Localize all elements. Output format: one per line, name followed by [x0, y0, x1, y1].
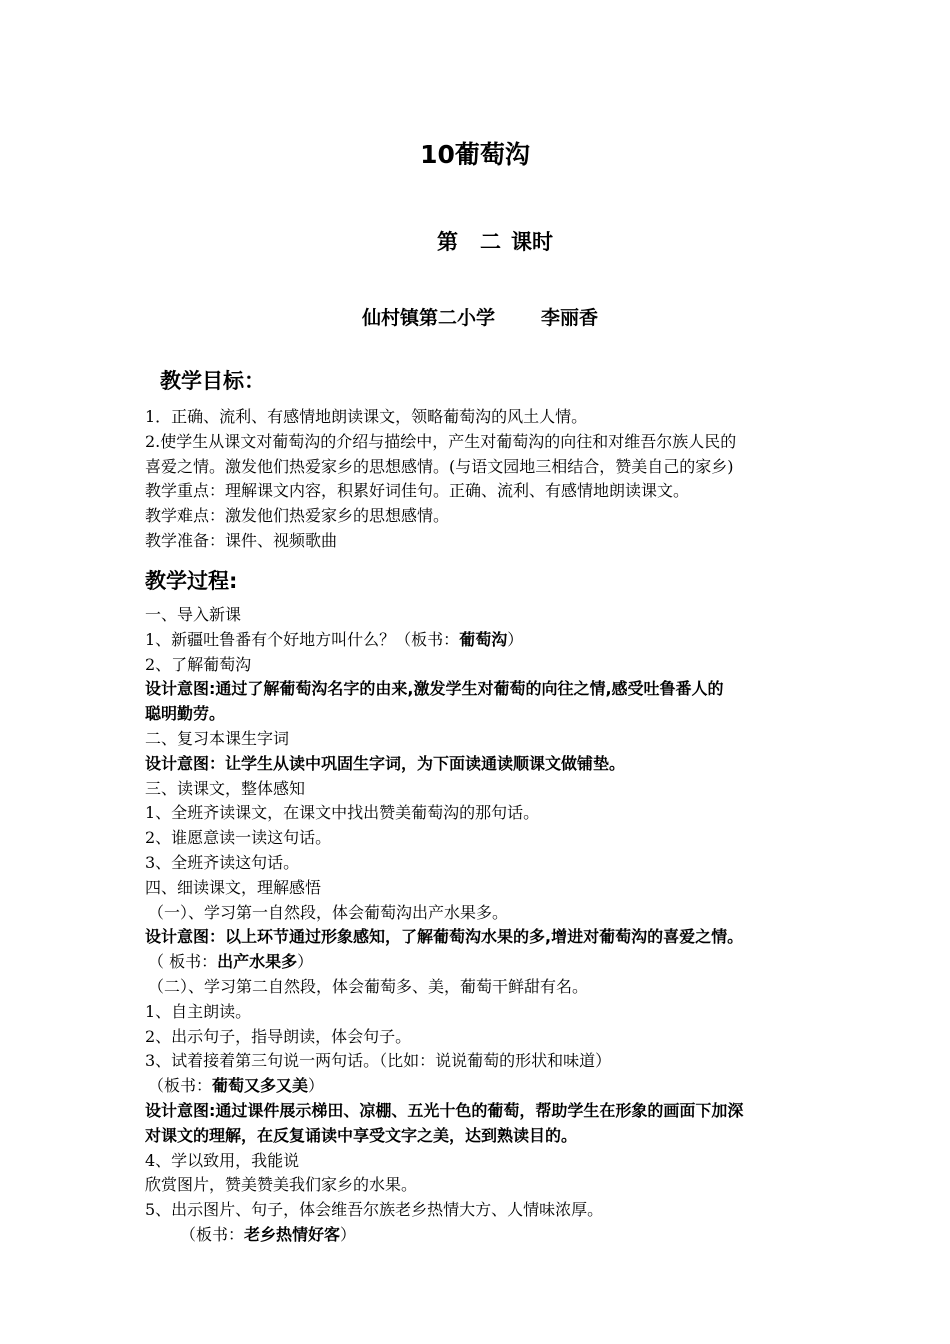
line-text: ） — [507, 629, 524, 649]
process-line: 3、全班齐读这句话。 — [145, 852, 300, 872]
process-section — [145, 603, 865, 1248]
line-text: ） — [297, 952, 314, 972]
goal-line: 教学准备：课件、视频歌曲 — [145, 530, 338, 550]
process-line: 1、自主朗读。 — [145, 1001, 252, 1021]
process-line: 三、读课文，整体感知 — [145, 778, 306, 798]
process-line — [145, 950, 865, 975]
process-line: 一、导入新课 — [145, 605, 242, 624]
board-note: 出产水果多 — [217, 952, 298, 972]
line-text: ） — [308, 1076, 325, 1096]
goal-line: 教学难点：激发他们热爱家乡的思想感情。 — [145, 506, 450, 526]
goals-section — [145, 405, 865, 554]
design-intent: 聪明勤劳。 — [145, 704, 226, 724]
goal-line: 教学重点：理解课文内容，积累好词佳句。正确、流利、有感情地朗读课文。 — [145, 481, 690, 501]
goals-heading: 教学目标： — [160, 369, 265, 393]
process-line — [145, 628, 865, 653]
author-line — [362, 303, 598, 333]
line-text: 1、新疆吐鲁番有个好地方叫什么？（板书： — [145, 629, 460, 649]
goal-line: 2.使学生从课文对葡萄沟的介绍与描绘中，产生对葡萄沟的向往和对维吾尔族人民的 — [145, 431, 737, 451]
process-line: 2、谁愿意读一读这句话。 — [145, 828, 332, 848]
lesson-part-c: 课时 — [511, 230, 553, 254]
line-text: （ 板书： — [148, 952, 218, 972]
process-line: （二）、学习第二自然段，体会葡萄多、美，葡萄干鲜甜有名。 — [148, 976, 589, 996]
process-line: 4、学以致用，我能说 — [145, 1150, 300, 1170]
process-line: 二、复习本课生字词 — [145, 728, 290, 748]
line-text: ） — [340, 1224, 357, 1244]
process-line: 四、细读课文，理解感悟 — [145, 877, 322, 897]
process-line — [145, 1074, 865, 1099]
line-text: （板书： — [180, 1224, 245, 1244]
process-line — [145, 1223, 865, 1248]
design-intent: 设计意图:通过课件展示梯田、凉棚、五光十色的葡萄，帮助学生在形象的画面下加深 — [145, 1100, 744, 1120]
process-line: 2、出示句子，指导朗读，体会句子。 — [145, 1026, 412, 1046]
line-text: （板书： — [148, 1076, 213, 1096]
board-note: 葡萄又多又美 — [212, 1076, 309, 1096]
board-note: 老乡热情好客 — [244, 1224, 341, 1244]
process-line: 欣赏图片，赞美赞美我们家乡的水果。 — [145, 1175, 418, 1195]
design-intent: 对课文的理解，在反复诵读中享受文字之美，达到熟读目的。 — [145, 1125, 578, 1145]
lesson-part-b: 二 — [480, 230, 501, 254]
design-intent: 设计意图：以上环节通过形象感知，了解葡萄沟水果的多,增进对葡萄沟的喜爱之情。 — [145, 927, 744, 947]
design-intent: 设计意图:通过了解葡萄沟名字的由来,激发学生对葡萄的向往之情,感受吐鲁番人的 — [145, 679, 724, 699]
lesson-part-a: 第 — [437, 230, 458, 254]
design-intent: 设计意图：让学生从读中巩固生字词，为下面读通读顺课文做铺垫。 — [145, 753, 626, 773]
process-line: 1、全班齐读课文，在课文中找出赞美葡萄沟的那句话。 — [145, 803, 540, 823]
process-line: （一）、学习第一自然段，体会葡萄沟出产水果多。 — [148, 902, 509, 922]
goal-line: 喜爱之情。激发他们热爱家乡的思想感情。(与语文园地三相结合，赞美自己的家乡) — [145, 456, 734, 476]
lesson-label — [0, 226, 950, 258]
process-line: 5、出示图片、句子，体会维吾尔族老乡热情大方、人情味浓厚。 — [145, 1200, 604, 1220]
teacher-name: 李丽香 — [541, 307, 599, 329]
document-title: 10葡萄沟 — [420, 140, 530, 169]
process-heading: 教学过程: — [145, 569, 238, 593]
process-line: 2、了解葡萄沟 — [145, 654, 252, 674]
goal-line: 1．正确、流利、有感情地朗读课文，领略葡萄沟的风土人情。 — [145, 407, 588, 426]
school-name: 仙村镇第二小学 — [362, 307, 496, 329]
process-line: 3、试着接着第三句说一两句话。（比如：说说葡萄的形状和味道） — [145, 1051, 612, 1071]
board-note: 葡萄沟 — [459, 629, 508, 649]
